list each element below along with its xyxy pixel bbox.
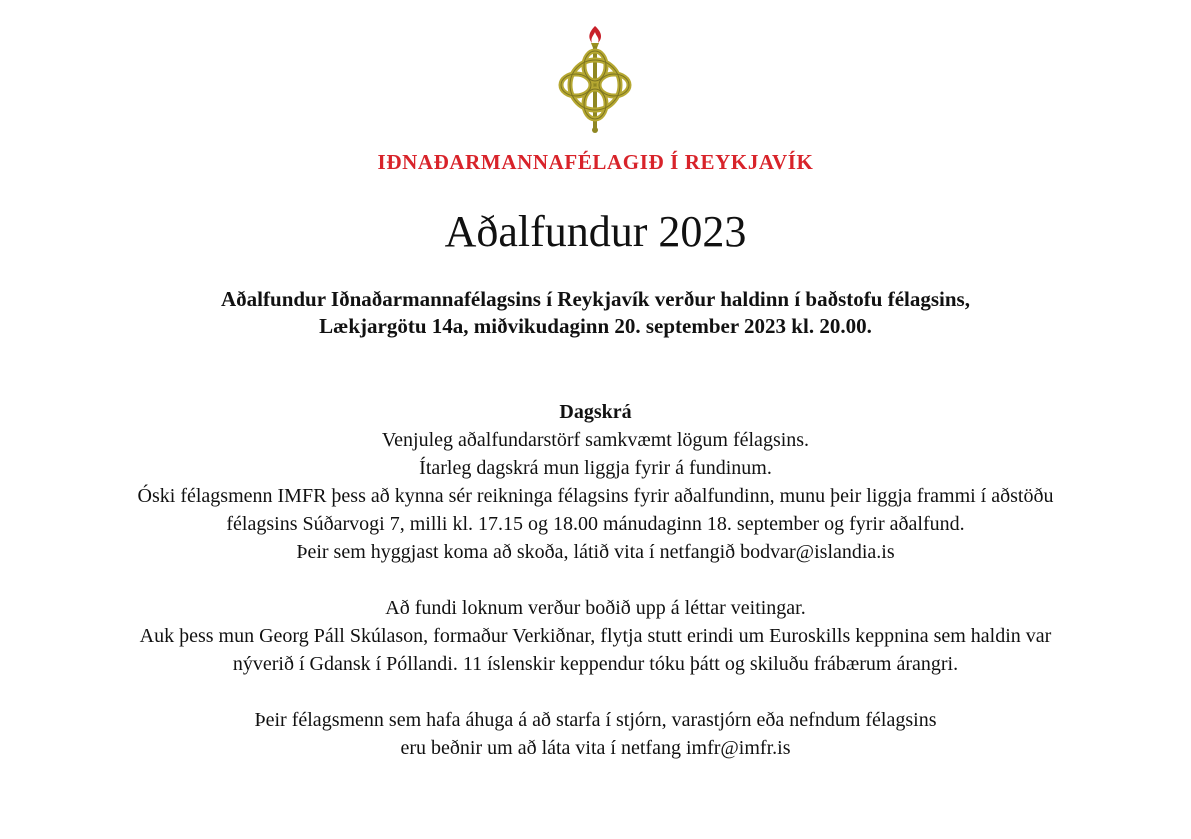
agenda-line: Óski félagsmenn IMFR þess að kynna sér reikninga félagsins fyrir aðalfundinn, munu þeir liggja frammi í aðstöðu [137, 485, 1054, 507]
after-meeting-line: Auk þess mun Georg Páll Skúlason, formaður Verkiðnar, flytja stutt erindi um Euroskills keppnina sem haldin var [139, 625, 1052, 647]
board-call-line: eru beðnir um að láta vita í netfang imfr@imfr.is [400, 737, 791, 759]
page-title: Aðalfundur 2023 [444, 207, 747, 256]
after-meeting-line: Að fundi loknum verður boðið upp á léttar veitingar. [385, 597, 806, 619]
intro-line: Lækjargötu 14a, miðvikudaginn 20. september 2023 kl. 20.00. [319, 314, 872, 338]
paragraph-gap [0, 566, 1191, 594]
announcement-body [0, 398, 1191, 762]
intro-paragraph [0, 286, 1191, 340]
torch-celtic-knot-logo [556, 24, 634, 134]
after-meeting-line: nýverið í Gdansk í Póllandi. 11 íslenskir keppendur tóku þátt og skiluðu frábærum árangri. [232, 653, 959, 675]
agenda-line: Ítarleg dagskrá mun liggja fyrir á fundinum. [419, 457, 772, 479]
agenda-line: Venjuleg aðalfundarstörf samkvæmt lögum félagsins. [381, 429, 810, 451]
agenda-line: Þeir sem hyggjast koma að skoða, látið vita í netfangið bodvar@islandia.is [296, 541, 895, 563]
board-call-line: Þeir félagsmenn sem hafa áhuga á að starfa í stjórn, varastjórn eða nefndum félagsins [254, 709, 937, 731]
flame-icon [589, 26, 601, 43]
agenda-heading: Dagskrá [559, 401, 632, 423]
paragraph-gap [0, 678, 1191, 706]
agenda-line: félagsins Súðarvogi 7, milli kl. 17.15 og 18.00 mánudaginn 18. september og fyrir aðalfund. [226, 513, 965, 535]
organization-name: IÐNAÐARMANNAFÉLAGIÐ Í REYKJAVÍK [377, 150, 814, 174]
intro-line: Aðalfundur Iðnaðarmannafélagsins í Reykjavík verður haldinn í baðstofu félagsins, [221, 287, 970, 311]
